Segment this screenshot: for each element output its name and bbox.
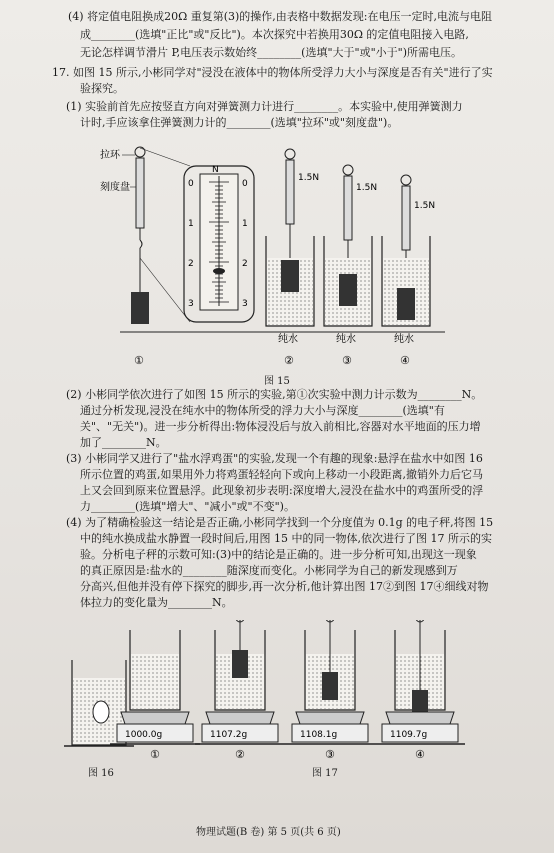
text-line-0: (4) 将定值电阻换成20Ω 重复第(3)的操作,由表格中数据发现:在电压一定时,电流与电阻 — [68, 10, 492, 23]
text-line-8: 通过分析发现,浸没在纯水中的物体所受的浮力大小与深度________(选填"有 — [80, 404, 445, 417]
text-line-15: (4) 为了精确检验这一结论是否正确,小彬同学找到一个分度值为 0.1g 的电子秤,将图 15 — [66, 516, 494, 529]
svg-text:1.5N: 1.5N — [298, 173, 320, 183]
svg-text:纯水: 纯水 — [278, 334, 298, 345]
svg-text:1.5N: 1.5N — [414, 201, 436, 211]
tick-1: 1 — [188, 219, 194, 229]
text-line-19: 分高兴,但他并没有停下探究的脚步,再一次分析,他计算出图 17②到图 17④细线对物 — [80, 580, 489, 593]
text-line-2: 无论怎样调节滑片 P,电压表示数始终________(选填"大于"或"小于")所需电压。 — [80, 46, 462, 59]
svg-text:④: ④ — [400, 354, 410, 367]
tick-3-r: 3 — [242, 299, 248, 309]
figure-16-17 — [60, 620, 500, 780]
label-ring: 拉环 — [100, 150, 120, 161]
text-line-6: 计时,手应该拿住弹簧测力计的________(选填"拉环"或"刻度盘")。 — [80, 116, 399, 129]
text-line-5: (1) 实验前首先应按竖直方向对弹簧测力计进行________。本实验中,使用弹簧测力 — [66, 100, 463, 113]
tick-3: 3 — [188, 299, 194, 309]
figure-15 — [100, 140, 450, 370]
text-line-18: 的真正原因是:盐水的________随深度而变化。小彬同学为自己的新发现感到万 — [80, 564, 458, 577]
fig15-caption: 图 15 — [264, 376, 290, 387]
scale-reading-3: 1108.1g — [300, 730, 338, 740]
text-line-12: 所示位置的鸡蛋,如果用外力将鸡蛋轻轻向下或向上移动一小段距离,撤销外力后它马 — [80, 468, 483, 481]
text-line-7: (2) 小彬同学依次进行了如图 15 所示的实验,第①次实验中测力计示数为________N。 — [66, 388, 483, 401]
svg-text:②: ② — [284, 354, 294, 367]
text-line-13: 上又会回到原来位置悬浮。此现象初步表明:深度增大,浸没在盐水中的鸡蛋所受的浮 — [80, 484, 484, 497]
svg-text:③: ③ — [342, 354, 352, 367]
fig17-caption: 图 17 — [312, 768, 338, 779]
svg-text:纯水: 纯水 — [336, 334, 356, 345]
text-line-17: 验。分析电子秤的示数可知:(3)中的结论是正确的。进一步分析可知,出现这一现象 — [80, 548, 477, 561]
text-line-9: 关"、"无关")。进一步分析得出:物体浸没后与放入前相比,容器对水平地面的压力增 — [80, 420, 481, 433]
tick-1-r: 1 — [242, 219, 248, 229]
text-line-1: 成________(选填"正比"或"反比")。本次探究中若换用30Ω 的定值电阻接入电路, — [80, 28, 469, 41]
svg-text:纯水: 纯水 — [394, 334, 414, 345]
beaker-3 — [324, 165, 377, 367]
text-line-11: (3) 小彬同学又进行了"盐水浮鸡蛋"的实验,发现一个有趣的现象:悬浮在盐水中如图 16 — [66, 452, 483, 465]
page-footer: 物理试题(B 卷) 第 5 页(共 6 页) — [196, 827, 341, 838]
text-line-10: 加了________N。 — [80, 436, 167, 449]
fig17-setup-3 — [285, 620, 375, 761]
scale-reading-4: 1109.7g — [390, 730, 428, 740]
scale-reading-2: 1107.2g — [210, 730, 248, 740]
fig17-mark-2: ② — [235, 748, 245, 761]
beaker-4 — [382, 175, 435, 367]
fig16-caption: 图 16 — [88, 768, 114, 779]
text-line-4: 验探究。 — [80, 82, 124, 95]
text-line-16: 中的纯水换成盐水静置一段时间后,用图 15 中的同一物体,依次进行了图 17 所示的实 — [80, 532, 492, 545]
beaker-2 — [266, 149, 319, 367]
mark-1: ① — [134, 354, 144, 367]
tick-0-r: 0 — [242, 179, 248, 189]
fig17-mark-1: ① — [150, 748, 160, 761]
fig17-setup-2 — [195, 620, 285, 761]
scale-unit: N — [212, 165, 219, 175]
svg-text:1.5N: 1.5N — [356, 183, 378, 193]
tick-2: 2 — [188, 259, 194, 269]
scale-reading-1: 1000.0g — [125, 730, 163, 740]
label-dial: 刻度盘 — [100, 182, 130, 193]
fig17-setup-4 — [375, 620, 465, 761]
text-line-14: 力________(选填"增大"、"减小"或"不变")。 — [80, 500, 295, 513]
text-line-3: 17. 如图 15 所示,小彬同学对"浸没在液体中的物体所受浮力大小与深度是否有关"进行了实 — [52, 66, 493, 79]
tick-0: 0 — [188, 179, 194, 189]
tick-2-r: 2 — [242, 259, 248, 269]
fig17-mark-4: ④ — [415, 748, 425, 761]
text-line-20: 体拉力的变化量为________N。 — [80, 596, 233, 609]
fig17-mark-3: ③ — [325, 748, 335, 761]
